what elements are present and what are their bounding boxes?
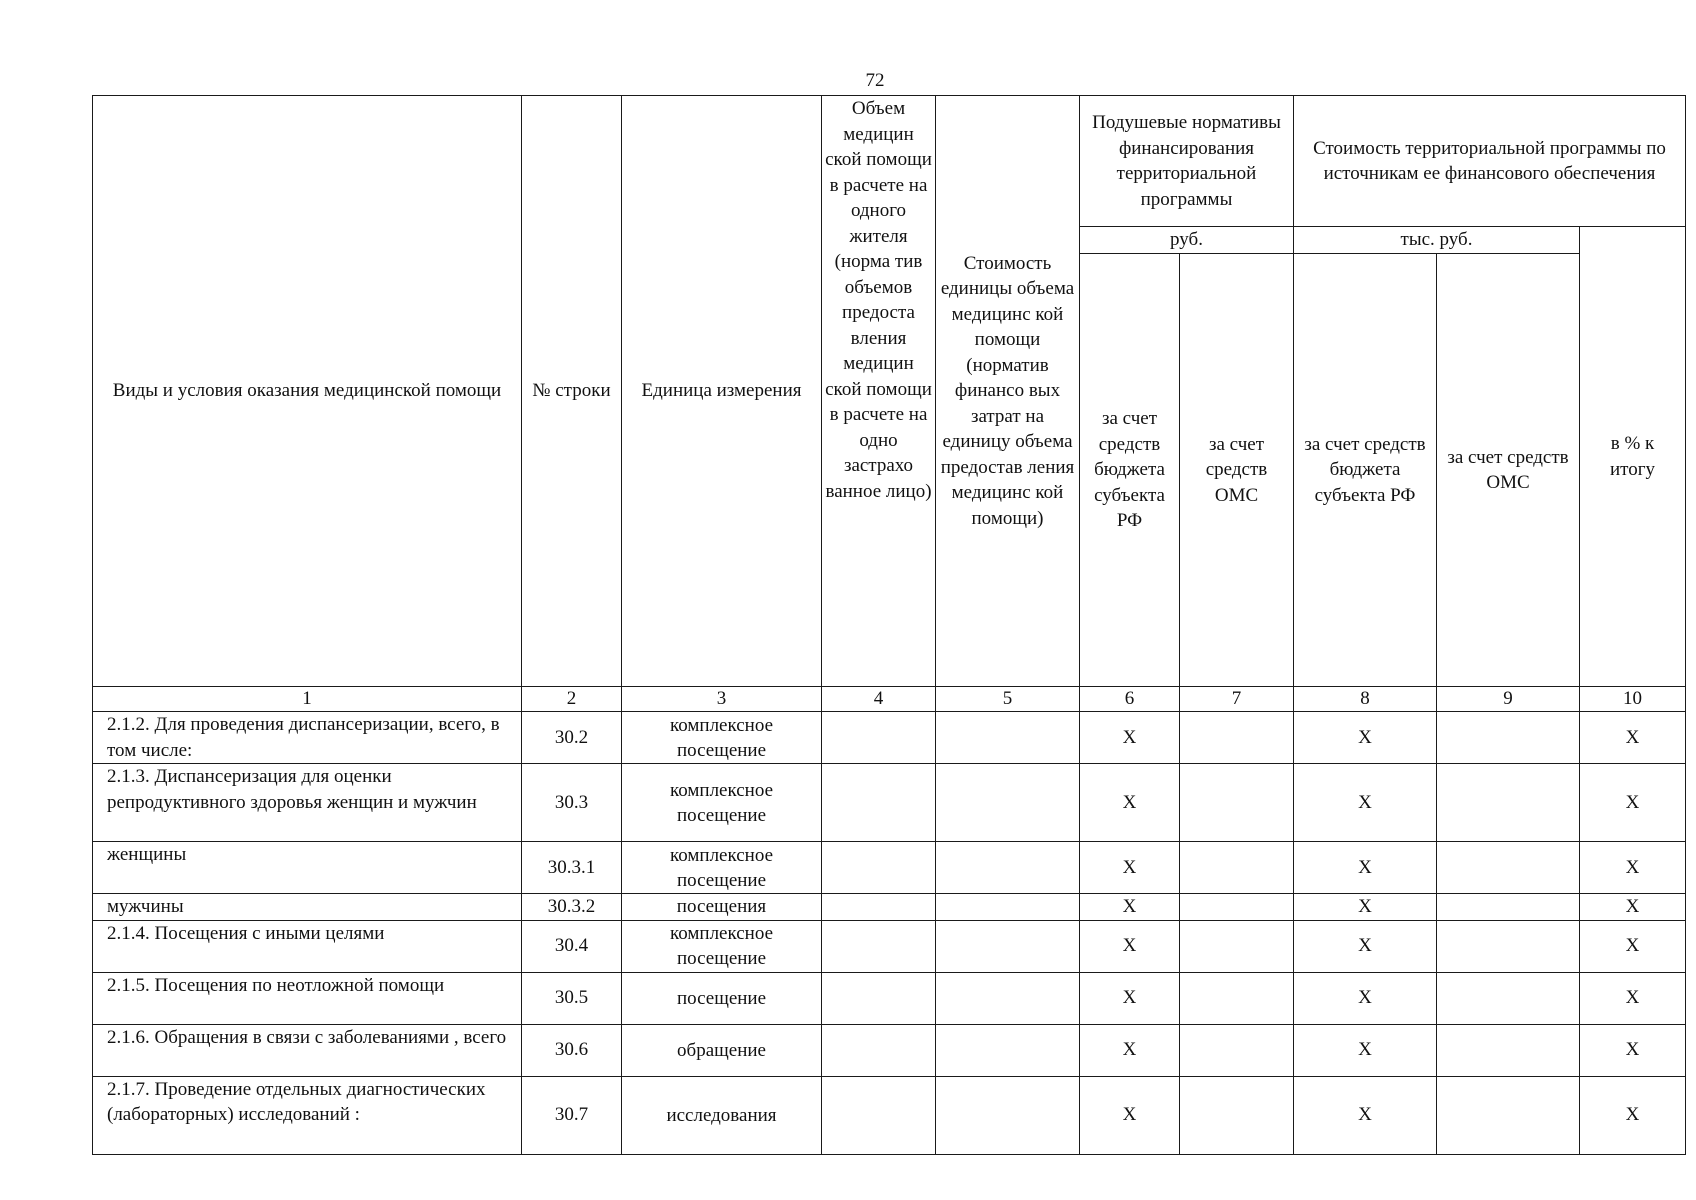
header-per-capita-group: Подушевые нормативы финансирования территориальной программы	[1080, 96, 1294, 227]
row-per-capita-budget: X	[1080, 712, 1180, 764]
header-line-number: № строки	[522, 96, 622, 687]
header-per-capita-budget: за счет средств бюджета субъекта РФ	[1080, 254, 1180, 687]
header-unit-thousand-rub: тыс. руб.	[1294, 227, 1580, 254]
row-volume	[822, 764, 936, 842]
column-number: 10	[1580, 687, 1686, 712]
header-volume-per-resident: Объем медицин ской помощи в расчете на одного жителя (норма тив объемов предоста вления медицин ской помощи в расчете на одно застрахо ванное лицо)	[822, 96, 936, 687]
row-volume	[822, 920, 936, 972]
row-cost-oms	[1437, 1076, 1580, 1154]
column-number: 9	[1437, 687, 1580, 712]
row-unit-cost	[936, 920, 1080, 972]
row-per-capita-budget: X	[1080, 894, 1180, 921]
table-row	[93, 1076, 1686, 1154]
row-unit: посещение	[622, 972, 822, 1024]
row-volume	[822, 894, 936, 921]
row-per-capita-oms	[1180, 1076, 1294, 1154]
row-percent: X	[1580, 920, 1686, 972]
column-number: 7	[1180, 687, 1294, 712]
row-unit: комплексное посещение	[622, 920, 822, 972]
row-percent: X	[1580, 1076, 1686, 1154]
header-care-types: Виды и условия оказания медицинской помощи	[93, 96, 522, 687]
row-per-capita-oms	[1180, 972, 1294, 1024]
row-cost-budget: X	[1294, 894, 1437, 921]
table-row	[93, 972, 1686, 1024]
row-percent: X	[1580, 712, 1686, 764]
row-per-capita-oms	[1180, 1024, 1294, 1076]
row-name: женщины	[93, 842, 522, 894]
row-percent: X	[1580, 894, 1686, 921]
row-percent: X	[1580, 842, 1686, 894]
row-cost-oms	[1437, 842, 1580, 894]
row-cost-budget: X	[1294, 712, 1437, 764]
row-unit-cost	[936, 1024, 1080, 1076]
row-cost-oms	[1437, 712, 1580, 764]
row-unit-cost	[936, 972, 1080, 1024]
row-cost-oms	[1437, 764, 1580, 842]
row-per-capita-oms	[1180, 764, 1294, 842]
row-per-capita-oms	[1180, 842, 1294, 894]
row-per-capita-budget: X	[1080, 920, 1180, 972]
table-row	[93, 894, 1686, 921]
row-line-number: 30.4	[522, 920, 622, 972]
row-line-number: 30.5	[522, 972, 622, 1024]
row-line-number: 30.2	[522, 712, 622, 764]
row-unit: комплексное посещение	[622, 764, 822, 842]
row-volume	[822, 1076, 936, 1154]
header-cost-group: Стоимость территориальной программы по источникам ее финансового обеспечения	[1294, 96, 1686, 227]
row-unit-cost	[936, 894, 1080, 921]
row-line-number: 30.3.1	[522, 842, 622, 894]
row-per-capita-budget: X	[1080, 1076, 1180, 1154]
column-number: 3	[622, 687, 822, 712]
row-line-number: 30.6	[522, 1024, 622, 1076]
row-name: 2.1.7. Проведение отдельных диагностических (лабораторных) исследований :	[93, 1076, 522, 1154]
row-percent: X	[1580, 972, 1686, 1024]
row-per-capita-budget: X	[1080, 972, 1180, 1024]
row-cost-oms	[1437, 1024, 1580, 1076]
header-unit-cost: Стоимость единицы объема медицинс кой помощи (норматив финансо вых затрат на единицу объема предостав ления медицинс кой помощи)	[936, 96, 1080, 687]
row-cost-budget: X	[1294, 972, 1437, 1024]
row-name: 2.1.5. Посещения по неотложной помощи	[93, 972, 522, 1024]
column-number: 1	[93, 687, 522, 712]
table-row	[93, 712, 1686, 764]
row-cost-budget: X	[1294, 920, 1437, 972]
row-cost-oms	[1437, 920, 1580, 972]
row-volume	[822, 1024, 936, 1076]
row-per-capita-oms	[1180, 712, 1294, 764]
row-unit-cost	[936, 1076, 1080, 1154]
header-cost-budget: за счет средств бюджета субъекта РФ	[1294, 254, 1437, 687]
row-unit: посещения	[622, 894, 822, 921]
row-volume	[822, 712, 936, 764]
column-number: 2	[522, 687, 622, 712]
row-percent: X	[1580, 764, 1686, 842]
row-line-number: 30.7	[522, 1076, 622, 1154]
table-row	[93, 764, 1686, 842]
medical-care-cost-table	[92, 95, 1686, 1155]
row-line-number: 30.3	[522, 764, 622, 842]
row-unit-cost	[936, 842, 1080, 894]
header-percent-of-total: в % к итогу	[1580, 227, 1686, 687]
row-percent: X	[1580, 1024, 1686, 1076]
row-per-capita-oms	[1180, 894, 1294, 921]
header-unit-rub: руб.	[1080, 227, 1294, 254]
row-unit: комплексное посещение	[622, 712, 822, 764]
row-name: мужчины	[93, 894, 522, 921]
row-per-capita-budget: X	[1080, 842, 1180, 894]
row-cost-oms	[1437, 894, 1580, 921]
row-name: 2.1.2. Для проведения диспансеризации, всего, в том числе:	[93, 712, 522, 764]
row-name: 2.1.3. Диспансеризация для оценки репродуктивного здоровья женщин и мужчин	[93, 764, 522, 842]
table-row	[93, 920, 1686, 972]
row-volume	[822, 972, 936, 1024]
header-per-capita-oms: за счет средств ОМС	[1180, 254, 1294, 687]
row-unit: комплексное посещение	[622, 842, 822, 894]
column-number: 8	[1294, 687, 1437, 712]
header-cost-oms: за счет средств ОМС	[1437, 254, 1580, 687]
row-name: 2.1.6. Обращения в связи с заболеваниями , всего	[93, 1024, 522, 1076]
table-row	[93, 842, 1686, 894]
row-per-capita-oms	[1180, 920, 1294, 972]
row-cost-budget: X	[1294, 842, 1437, 894]
row-name: 2.1.4. Посещения с иными целями	[93, 920, 522, 972]
column-number: 4	[822, 687, 936, 712]
page-number: 72	[865, 70, 885, 91]
column-number: 5	[936, 687, 1080, 712]
row-volume	[822, 842, 936, 894]
row-cost-budget: X	[1294, 764, 1437, 842]
row-cost-budget: X	[1294, 1024, 1437, 1076]
row-unit-cost	[936, 764, 1080, 842]
row-unit: исследования	[622, 1076, 822, 1154]
column-number: 6	[1080, 687, 1180, 712]
row-per-capita-budget: X	[1080, 1024, 1180, 1076]
row-line-number: 30.3.2	[522, 894, 622, 921]
table-row	[93, 1024, 1686, 1076]
row-cost-budget: X	[1294, 1076, 1437, 1154]
header-unit: Единица измерения	[622, 96, 822, 687]
row-per-capita-budget: X	[1080, 764, 1180, 842]
row-unit-cost	[936, 712, 1080, 764]
row-cost-oms	[1437, 972, 1580, 1024]
row-unit: обращение	[622, 1024, 822, 1076]
